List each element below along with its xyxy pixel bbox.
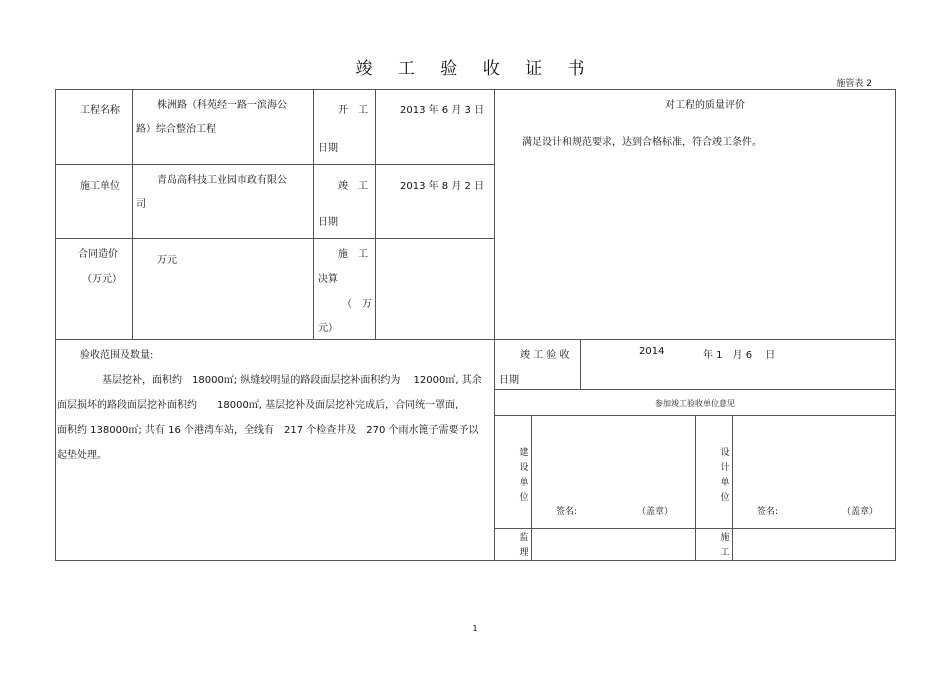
opinions-header: 参加竣工验收单位意见 [655,399,735,408]
unit-construction-label: 建设单位 [519,448,529,503]
sign-label-construction: 签名: [556,507,578,517]
project-name-value-1: 株洲路（科苑经一路一滨海公 [157,100,287,111]
project-name-value-2: 路）综合整治工程 [136,124,216,135]
scope-line-4: 起垫处理。 [57,450,107,461]
scope-line-2: 面层损坏的路段面层挖补面积约 18000㎡, 基层挖补及面层挖补完成后，合同统一罩面, [57,400,459,411]
seal-label-design: （盖章） [842,507,879,517]
contract-price-label-2: （万元） [82,274,122,285]
unit-design-label: 设计单位 [720,448,730,503]
settlement-label-3: （ 万 [342,299,372,310]
scope-line-3: 面积约 138000㎡; 共有 16 个港湾车站，全线有 217 个检查井及 270 个雨水篦子需要予以 [57,425,479,436]
scope-header: 验收范围及数量: [80,350,154,361]
completion-date-label-1: 竣 工 [338,181,368,192]
seal-label-construction: （盖章） [637,507,674,517]
start-date-value: 2013 年 6 月 3 日 [400,105,485,116]
scope-line-1: 基层挖补，面积约 18000㎡; 纵缝较明显的路段面层挖补面积约为 12000㎡, 其余 [102,375,482,386]
completion-date-value: 2013 年 8 月 2 日 [400,181,485,192]
acceptance-date-label-1: 竣 工 验 收 [520,350,570,361]
acceptance-date-month-day: 年 1 月 6 日 [703,350,776,361]
start-date-label-2: 日期 [318,143,338,154]
settlement-label-1: 施 工 [338,249,368,260]
contractor-label: 施工单位 [80,181,120,192]
project-name-label: 工程名称 [80,105,120,116]
unit-builder-label: 施工 [720,533,730,558]
sign-label-design: 签名: [757,507,779,517]
contractor-value-1: 青岛高科技工业园市政有限公 [157,175,287,186]
document-title: 竣 工 验 收 证 书 [355,59,595,79]
acceptance-date-label-2: 日期 [499,375,519,386]
contractor-value-2: 司 [136,199,146,210]
form-number: 施管表 2 [836,79,872,89]
start-date-label-1: 开 工 [338,105,368,116]
unit-supervision-label: 监理 [519,533,529,558]
acceptance-date-year: 2014 [639,346,665,357]
contract-price-value: 万元 [157,255,177,266]
quality-text: 满足设计和规范要求，达到合格标准，符合竣工条件。 [522,137,762,148]
settlement-label-2: 决算 [318,274,338,285]
completion-date-label-2: 日期 [318,217,338,228]
page-number: 1 [472,624,478,633]
quality-header: 对工程的质量评价 [665,100,745,111]
contract-price-label-1: 合同造价 [78,249,118,260]
settlement-label-4: 元） [318,323,338,334]
